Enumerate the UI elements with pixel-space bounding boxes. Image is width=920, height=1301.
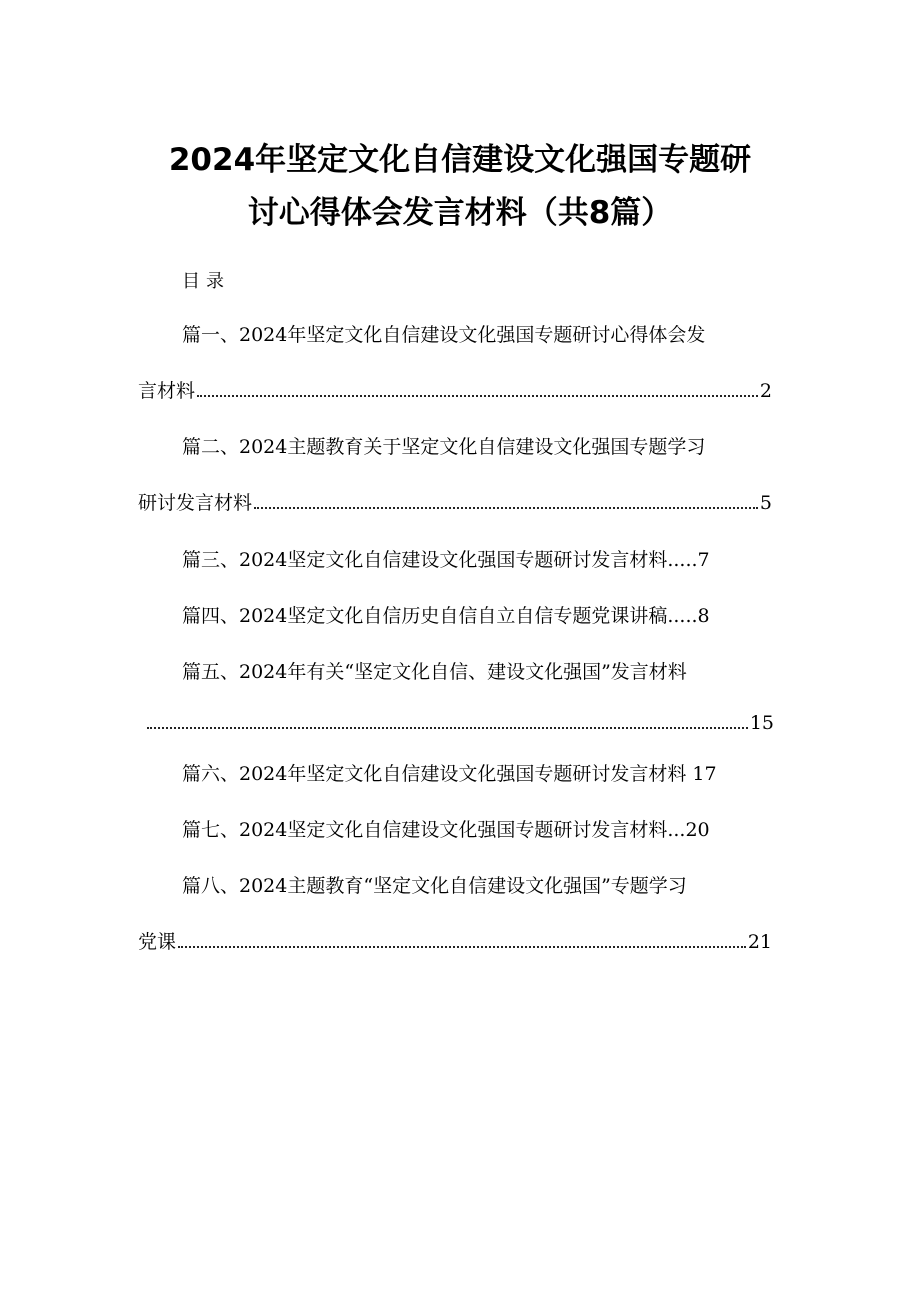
toc-entry-7[interactable]: 篇七、2024坚定文化自信建设文化强国专题研讨发言材料...20 — [182, 819, 710, 841]
toc-entry-8-page: 21 — [747, 931, 772, 953]
toc-entry-1-page: 2 — [759, 380, 772, 402]
toc-entry-5-page: 15 — [749, 712, 774, 734]
toc-leader-dots — [178, 946, 746, 948]
toc-entry-8-label-end: 党课 — [138, 931, 177, 953]
toc-entry-2-page: 5 — [759, 492, 772, 514]
toc-entry-8[interactable]: 篇八、2024主题教育“坚定文化自信建设文化强国”专题学习 — [182, 875, 687, 897]
toc-entry-5-continuation[interactable] — [145, 710, 774, 736]
toc-leader-dots — [254, 507, 758, 509]
toc-entry-1-label-end: 言材料 — [138, 380, 196, 402]
toc-entry-4[interactable]: 篇四、2024坚定文化自信历史自信自立自信专题党课讲稿.....8 — [182, 605, 710, 627]
toc-heading: 目录 — [182, 271, 230, 292]
toc-entry-2-continuation[interactable] — [138, 490, 772, 516]
toc-leader-dots — [197, 395, 758, 397]
toc-entry-2-label-end: 研讨发言材料 — [138, 492, 253, 514]
toc-entry-6[interactable]: 篇六、2024年坚定文化自信建设文化强国专题研讨发言材料 17 — [182, 763, 717, 785]
toc-entry-2[interactable]: 篇二、2024主题教育关于坚定文化自信建设文化强国专题学习 — [182, 436, 706, 458]
toc-entry-5[interactable]: 篇五、2024年有关“坚定文化自信、建设文化强国”发言材料 — [182, 661, 687, 683]
toc-leader-dots — [147, 727, 748, 729]
toc-entry-8-continuation[interactable] — [138, 929, 772, 955]
toc-entry-1-continuation[interactable] — [138, 378, 772, 404]
document-title-line-1: 2024年坚定文化自信建设文化强国专题研 — [168, 142, 752, 178]
toc-entry-1[interactable]: 篇一、2024年坚定文化自信建设文化强国专题研讨心得体会发 — [182, 324, 706, 346]
toc-entry-3[interactable]: 篇三、2024坚定文化自信建设文化强国专题研讨发言材料.....7 — [182, 549, 710, 571]
document-title-line-2: 讨心得体会发言材料（共8篇） — [247, 195, 673, 231]
